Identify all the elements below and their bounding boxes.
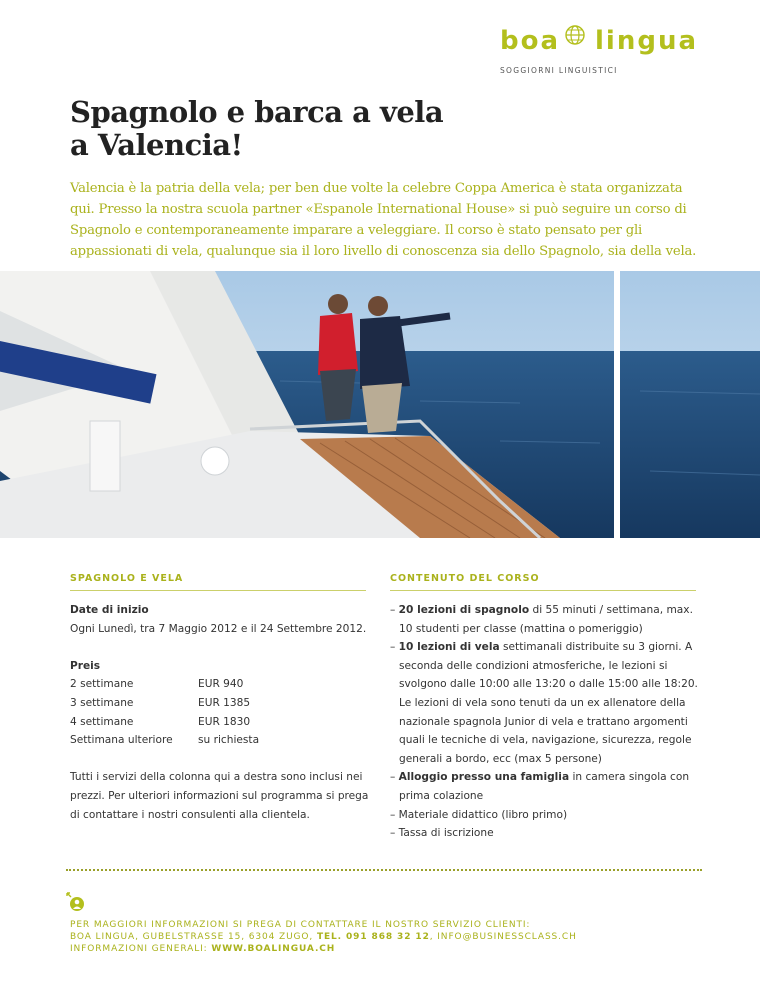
phone-number[interactable]: TEL. 091 868 32 12 <box>316 932 430 942</box>
person-contact-icon <box>66 892 84 912</box>
course-item: – Tassa di iscrizione <box>390 827 494 840</box>
email-link[interactable]: , INFO@BUSINESSCLASS.CH <box>429 932 577 942</box>
logo-word-lingua: lingua <box>595 26 698 56</box>
price-value: EUR 1385 <box>198 696 251 709</box>
intro-paragraph: Valencia è la patria della vela; per ben due volte la celebre Coppa America è stata organizzata qui. Presso la nostra scuola partner «Espanole International House» si può seguire un corso di Spagnolo e contemporaneamente imparare a veleggiare. Il corso è stato pensato per gli appassionati di vela, qualunque sia il loro livello di conoscenza sia dello Spagnolo, sia della vela. <box>70 181 697 259</box>
logo-tagline: SOGGIORNI LINGUISTICI <box>500 66 618 75</box>
start-dates-label: Date di inizio <box>70 604 149 616</box>
contact-block <box>70 919 720 955</box>
title-line-1: Spagnolo e barca a vela <box>70 95 444 129</box>
price-row <box>70 731 370 750</box>
prices-note: Tutti i servizi della colonna qui a destra sono inclusi nei prezzi. Per ulteriori informazioni sul programma si prega di contattare i nostri consulenti alla clientela. <box>70 771 369 821</box>
boa-lingua-logo <box>500 26 710 76</box>
prices-label: Preis <box>70 659 101 672</box>
price-weeks: 3 settimane <box>70 696 134 709</box>
page-title <box>70 96 690 162</box>
price-row <box>70 694 370 713</box>
contact-line-2: BOA LINGUA, GUBELSTRASSE 15, 6304 ZUGO, TEL. 091 868 32 12, INFO@BUSINESSCLASS.CH <box>70 932 577 942</box>
price-row <box>70 713 370 732</box>
globe-icon <box>564 24 586 46</box>
price-weeks: Settimana ulteriore <box>70 734 173 747</box>
website-link[interactable]: WWW.BOALINGUA.CH <box>211 944 336 954</box>
course-item: – Materiale didattico (libro primo) <box>390 808 568 821</box>
sailboat-photo <box>0 271 768 538</box>
price-value: EUR 940 <box>198 678 244 691</box>
heading-spagnolo-e-vela: SPAGNOLO E VELA <box>70 573 366 591</box>
price-weeks: 2 settimane <box>70 678 134 691</box>
course-item: – 20 lezioni di spagnolo di 55 minuti / settimana, max. 10 studenti per classe (mattina o pomeriggio) <box>390 604 693 635</box>
heading-contenuto-del-corso: CONTENUTO DEL CORSO <box>390 573 696 591</box>
price-row <box>70 675 370 694</box>
price-value: su richiesta <box>198 734 260 747</box>
contact-line-1: PER MAGGIORI INFORMAZIONI SI PREGA DI CONTATTARE IL NOSTRO SERVIZIO CLIENTI: <box>70 920 531 930</box>
left-column <box>70 601 370 824</box>
course-item: – Alloggio presso una famiglia in camera singola con prima colazione <box>390 771 690 802</box>
contact-line-3: INFORMAZIONI GENERALI: WWW.BOALINGUA.CH <box>70 944 336 954</box>
right-column <box>390 601 702 843</box>
title-line-2: a Valencia! <box>70 128 243 162</box>
price-weeks: 4 settimane <box>70 715 134 728</box>
start-dates-text: Ogni Lunedì, tra 7 Maggio 2012 e il 24 Settembre 2012. <box>70 622 367 635</box>
course-item: – 10 lezioni di vela settimanali distribuite su 3 giorni. A seconda delle condizioni atmosferiche, le lezioni si svolgono dalle 10:00 alle 13:20 o dalle 15:00 alle 18:20. Le lezioni di vela sono tenuti da un ex allenatore della nazionale spagnola Junior di vela e trattano argomenti quali le tecniche di vela, navigazione, sicurezza, regole generali a bordo, ecc (max 5 persone) <box>390 641 698 765</box>
price-value: EUR 1830 <box>198 715 251 728</box>
logo-word-boa: boa <box>500 26 561 56</box>
dotted-divider <box>66 869 702 873</box>
